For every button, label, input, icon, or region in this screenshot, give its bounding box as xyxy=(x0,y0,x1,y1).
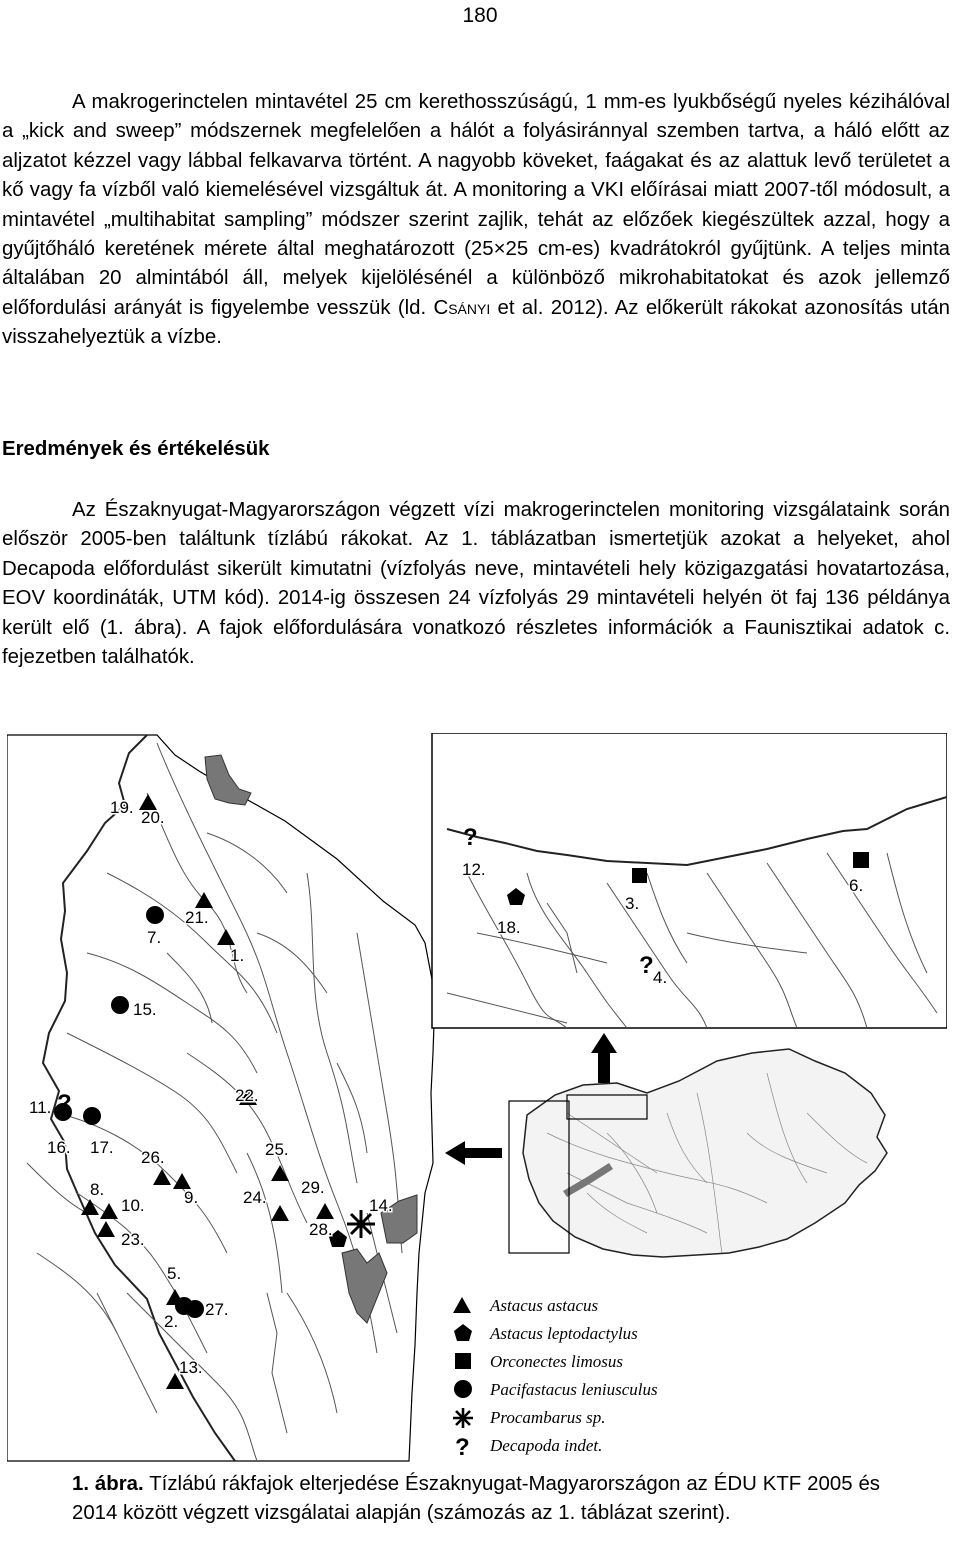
up-arrow-shaft xyxy=(598,1049,610,1083)
site-label: 9. xyxy=(184,1188,199,1207)
figure-caption xyxy=(72,1470,880,1529)
legend-triangle-symbol xyxy=(453,1297,471,1313)
legend xyxy=(453,1296,658,1461)
legend-question-mark-symbol: ? xyxy=(455,1434,470,1461)
site-label: 19. xyxy=(110,798,134,817)
question-mark-symbol: ? xyxy=(463,824,478,851)
methods-text-part2: et al. 2012). Az előkerült rákokat azonosítás után visszahelyeztük a vízbe. xyxy=(2,296,950,349)
page-number: 180 xyxy=(462,4,498,27)
question-mark-symbol: ? xyxy=(57,1090,72,1117)
figure-caption-text: Tízlábú rákfajok elterjedése Északnyugat-Magyarországon az ÉDU KTF 2005 és 2014 között végzett vizsgálatai alapján (számozás az 1. táblázat szerint). xyxy=(72,1473,880,1525)
legend-label: Astacus leptodactylus xyxy=(490,1324,638,1343)
left-arrow-head xyxy=(445,1141,465,1165)
site-label: 16. xyxy=(47,1138,71,1157)
site-label: 3. xyxy=(625,894,640,913)
site-label: 8. xyxy=(90,1180,105,1199)
methods-paragraph xyxy=(2,88,950,353)
square-symbol xyxy=(632,868,647,883)
legend-pentagon-symbol xyxy=(454,1324,472,1341)
site-label: 23. xyxy=(121,1230,145,1249)
legend-label: Procambarus sp. xyxy=(490,1408,606,1427)
distribution-map-figure xyxy=(7,733,947,1463)
up-arrow-head xyxy=(591,1033,617,1053)
legend-square-symbol xyxy=(455,1353,471,1369)
legend-circle-symbol xyxy=(454,1380,472,1398)
circle-symbol xyxy=(146,906,164,924)
section-heading: Eredmények és értékelésük xyxy=(2,438,270,460)
results-paragraph: Az Északnyugat-Magyarországon végzett vízi makrogerinctelen monitoring vizsgálataink során először 2005-ben találtunk tízlábú rákokat. Az 1. táblázatban ismertetjük azokat a helyeket, ahol Decapoda előfordulást sikerült kimutatni (vízfolyás neve, mintavételi hely közigazgatási hovatartozása, EOV koordináták, UTM kód). 2014-ig összesen 24 vízfolyás 29 mintavételi helyén öt faj 136 példánya került elő (1. ábra). A fajok előfordulására vonatkozó részletes információk a Faunisztikai adatok c. fejezetben találhatók. xyxy=(2,499,950,669)
site-label: 27. xyxy=(205,1300,229,1319)
site-label: 21. xyxy=(185,908,209,927)
site-label: 25. xyxy=(265,1140,289,1159)
site-label: 10. xyxy=(121,1196,145,1215)
site-label: 29. xyxy=(301,1178,325,1197)
site-label: 4. xyxy=(653,968,668,987)
hungary-overview-map xyxy=(509,1049,887,1257)
methods-text-part1: A makrogerinctelen mintavétel 25 cm kerethosszúságú, 1 mm-es lyukbőségű nyeles kézihálóval a „kick and sweep” módszernek megfelelően a hálót a folyásiránnyal szemben tartva, a háló előtt az aljzatot kézzel vagy lábbal felkavarva történt. A nagyobb köveket, faágakat és az alattuk levő területet a kő vagy fa vízből való kiemelésével vizsgáltuk át. A monitoring a VKI előírásai miatt 2007-től módosult, a mintavétel „multihabitat sampling” módszer szerint zajlik, tehát az előzőek kiegészültek azzal, hogy a gyűjtőháló keretének mérete által meghatározott (25×25 cm-es) kvadrátokról gyűjtünk. A teljes minta általában 20 almintából áll, melyek kijelölésénél a különböző mikrohabitatokat és azok jellemző előfordulási arányát is figyelembe vesszük (ld. xyxy=(2,91,950,319)
inset-map-north xyxy=(432,733,947,1028)
main-map xyxy=(7,735,435,1463)
legend-asterisk-symbol xyxy=(453,1408,473,1428)
site-label: 6. xyxy=(849,876,864,895)
citation-author: Csányi xyxy=(433,296,491,319)
site-label: 7. xyxy=(147,928,162,947)
site-label: 11. xyxy=(29,1098,52,1117)
figure-number: 1. ábra. xyxy=(72,1473,144,1495)
site-label: 28. xyxy=(309,1220,333,1239)
map-svg xyxy=(7,733,947,1463)
square-symbol xyxy=(853,852,869,868)
circle-symbol xyxy=(186,1300,204,1318)
site-label: 24. xyxy=(243,1188,267,1207)
site-label: 20. xyxy=(141,808,165,827)
site-label: 17. xyxy=(90,1138,114,1157)
site-label: 1. xyxy=(230,946,245,965)
site-label: 5. xyxy=(167,1264,182,1283)
site-label: 26. xyxy=(141,1148,165,1167)
site-label: 22. xyxy=(235,1086,259,1105)
left-arrow-shaft xyxy=(462,1148,502,1158)
question-mark-symbol: ? xyxy=(639,952,654,979)
site-label: 18. xyxy=(497,918,521,937)
legend-label: Astacus astacus xyxy=(490,1296,599,1315)
site-label: 15. xyxy=(133,1000,157,1019)
hungary-outline xyxy=(523,1049,887,1257)
site-label: 2. xyxy=(164,1312,179,1331)
legend-label: Decapoda indet. xyxy=(490,1436,603,1455)
site-label: 12. xyxy=(462,860,486,879)
site-label: 14. xyxy=(369,1196,393,1215)
circle-symbol xyxy=(83,1107,101,1125)
legend-label: Orconectes limosus xyxy=(490,1352,623,1371)
circle-symbol xyxy=(111,996,129,1014)
legend-label: Pacifastacus leniusculus xyxy=(490,1380,658,1399)
site-label: 13. xyxy=(179,1358,203,1377)
